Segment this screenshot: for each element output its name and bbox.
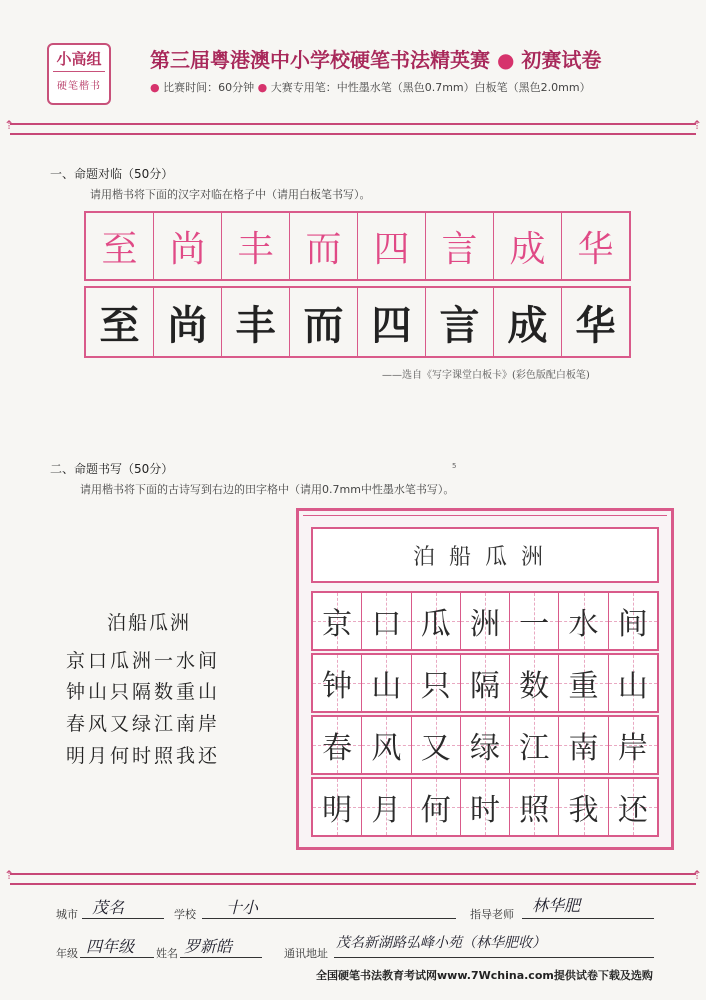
- footer-note: 全国硬笔书法教育考试网www.7Wchina.com提供试卷下载及选购: [316, 969, 653, 982]
- tianzige-cell: [510, 655, 559, 711]
- address-label: 通讯地址: [284, 947, 328, 960]
- grade-label: 年级: [56, 947, 78, 960]
- model-cell: [290, 213, 358, 279]
- tianzige-cell: [510, 593, 559, 649]
- school-label: 学校: [174, 908, 196, 921]
- written-char: 而: [303, 302, 344, 349]
- tianzige-row: [311, 591, 659, 651]
- exam-pen: 大赛专用笔：中性墨水笔（黑色0.7mm）白板笔（黑色2.0mm）: [270, 81, 591, 94]
- exam-subtitle: [150, 79, 591, 95]
- tianzige-cell: [559, 779, 608, 835]
- tianzige-cell: [362, 779, 411, 835]
- written-char: 江: [519, 731, 550, 766]
- written-char: 南: [568, 731, 599, 766]
- tianzige-cell: [313, 655, 362, 711]
- divider-ornament-icon: ⇡: [691, 868, 702, 882]
- written-cell: [494, 288, 562, 356]
- city-value: 茂名: [92, 898, 125, 917]
- written-title: 泊船瓜洲: [412, 544, 557, 570]
- written-cell: [358, 288, 426, 356]
- model-char: 丰: [237, 228, 274, 270]
- category-label: 硬笔楷书: [57, 81, 101, 92]
- tianzige-row: [311, 653, 659, 713]
- tianzige-cell: [313, 779, 362, 835]
- tianzige-cell: [559, 717, 608, 773]
- tianzige-cell: [510, 779, 559, 835]
- model-cell: [562, 213, 629, 279]
- written-char: 水: [568, 607, 599, 642]
- model-char: 而: [305, 228, 342, 270]
- tianzige-cell: [362, 593, 411, 649]
- written-char: 时: [469, 793, 500, 828]
- written-char: 照: [519, 793, 550, 828]
- written-char: 月: [371, 793, 402, 828]
- badge-divider: [53, 71, 105, 72]
- divider-ornament-icon: ⇡: [4, 118, 15, 132]
- group-label: 小高组: [56, 50, 102, 68]
- tianzige-cell: [461, 717, 510, 773]
- name-underline: [180, 957, 262, 958]
- model-cell: [154, 213, 222, 279]
- written-char: 山: [371, 669, 402, 704]
- tianzige-cell: [559, 655, 608, 711]
- written-cell: [426, 288, 494, 356]
- address-underline: [334, 957, 654, 958]
- model-cell: [494, 213, 562, 279]
- section1-heading: 一、命题对临（50分）: [50, 167, 174, 181]
- city-underline: [82, 918, 164, 919]
- written-char: 间: [617, 607, 648, 642]
- model-char: 言: [441, 228, 478, 270]
- group-badge: [47, 43, 111, 105]
- poem-line: 京口瓜洲一水间: [66, 650, 221, 672]
- name-label: 姓名: [156, 947, 178, 960]
- written-cell: [222, 288, 290, 356]
- written-char: 绿: [469, 731, 500, 766]
- tianzige-cell: [313, 593, 362, 649]
- title-main: 第三届粤港澳中小学校硬笔书法精英赛: [150, 48, 490, 72]
- written-char: 还: [617, 793, 648, 828]
- title-tail: 初赛试卷: [521, 48, 602, 72]
- teacher-underline: [522, 918, 654, 919]
- divider-ornament-icon: ⇡: [4, 868, 15, 882]
- written-char: 我: [568, 793, 599, 828]
- written-char: 一: [519, 607, 550, 642]
- written-char: 岸: [617, 731, 648, 766]
- model-char: 华: [577, 228, 614, 270]
- written-cell: [290, 288, 358, 356]
- model-char: 成: [509, 228, 546, 270]
- grade-underline: [80, 957, 154, 958]
- school-value: 十小: [226, 898, 259, 917]
- tianzige-cell: [609, 779, 657, 835]
- tianzige-cell: [461, 593, 510, 649]
- written-char: 至: [99, 302, 140, 349]
- exam-time: 比赛时间：60分钟: [163, 81, 255, 94]
- tianzige-cell: [609, 655, 657, 711]
- bottom-divider: [10, 873, 696, 885]
- written-char: 洲: [469, 607, 500, 642]
- grade-value: 四年级: [86, 937, 135, 956]
- tianzige-cell: [559, 593, 608, 649]
- source-note: ——选自《写字课堂白板卡》(彩色版配白板笔): [382, 370, 590, 381]
- tianzige-cell: [412, 593, 461, 649]
- section2-instruction: 请用楷书将下面的古诗写到右边的田字格中（请用0.7mm中性墨水笔书写）。: [80, 483, 455, 496]
- writing-frame: [296, 508, 674, 850]
- tianzige-row: [311, 715, 659, 775]
- model-cell: [426, 213, 494, 279]
- written-char: 只: [420, 669, 451, 704]
- written-char: 春: [322, 731, 353, 766]
- poem-line: 钟山只隔数重山: [66, 681, 221, 703]
- tianzige-cell: [362, 655, 411, 711]
- model-cell: [86, 213, 154, 279]
- tianzige-cell: [362, 717, 411, 773]
- tianzige-cell: [412, 655, 461, 711]
- written-title-box: [311, 527, 659, 583]
- model-char: 尚: [169, 228, 206, 270]
- written-char: 山: [617, 669, 648, 704]
- teacher-value: 林华肥: [532, 896, 581, 915]
- section2-heading: 二、命题书写（50分）: [50, 462, 174, 476]
- model-cell: [222, 213, 290, 279]
- written-char: 明: [322, 793, 353, 828]
- top-divider: [10, 123, 696, 135]
- teacher-label: 指导老师: [470, 908, 514, 921]
- section1-instruction: 请用楷书将下面的汉字对临在格子中（请用白板笔书写）。: [90, 188, 371, 201]
- poem-line: 明月何时照我还: [66, 745, 221, 767]
- tianzige-cell: [412, 779, 461, 835]
- written-char: 四: [371, 302, 412, 349]
- written-char: 钟: [322, 669, 353, 704]
- written-char: 华: [575, 302, 616, 349]
- written-cell: [154, 288, 222, 356]
- city-label: 城市: [56, 908, 78, 921]
- poem-title: 泊船瓜洲: [107, 612, 192, 634]
- model-cell: [358, 213, 426, 279]
- tianzige-row: [311, 777, 659, 837]
- model-char: 四: [373, 228, 410, 270]
- written-char: 风: [371, 731, 402, 766]
- tianzige-cell: [609, 717, 657, 773]
- tianzige-cell: [412, 717, 461, 773]
- tianzige-cell: [609, 593, 657, 649]
- written-char: 口: [371, 607, 402, 642]
- written-char: 京: [322, 607, 353, 642]
- model-char: 至: [101, 228, 138, 270]
- written-char: 丰: [235, 302, 276, 349]
- written-char: 成: [507, 302, 548, 349]
- written-char: 隔: [469, 669, 500, 704]
- divider-ornament-icon: ⇡: [691, 118, 702, 132]
- tianzige-cell: [461, 655, 510, 711]
- written-char: 瓜: [420, 607, 451, 642]
- tianzige-cell: [510, 717, 559, 773]
- poem-line: 春风又绿江南岸: [66, 713, 221, 735]
- written-char: 又: [420, 731, 451, 766]
- exam-title: [150, 44, 601, 73]
- name-value: 罗新皓: [184, 937, 233, 956]
- title-separator: ●: [496, 48, 515, 72]
- written-char-row: [84, 286, 631, 358]
- bullet-icon: ●: [257, 81, 268, 94]
- written-char: 何: [420, 793, 451, 828]
- written-char: 尚: [167, 302, 208, 349]
- written-char: 重: [568, 669, 599, 704]
- address-value: 茂名新湖路弘峰小苑（林华肥收）: [336, 935, 546, 951]
- written-char: 数: [519, 669, 550, 704]
- page-mark: 5: [452, 462, 457, 470]
- frame-inner-line: [303, 515, 667, 516]
- tianzige-cell: [461, 779, 510, 835]
- written-cell: [86, 288, 154, 356]
- model-char-row: [84, 211, 631, 281]
- school-underline: [202, 918, 456, 919]
- bullet-icon: ●: [150, 81, 160, 94]
- written-cell: [562, 288, 629, 356]
- tianzige-cell: [313, 717, 362, 773]
- written-char: 言: [439, 302, 480, 349]
